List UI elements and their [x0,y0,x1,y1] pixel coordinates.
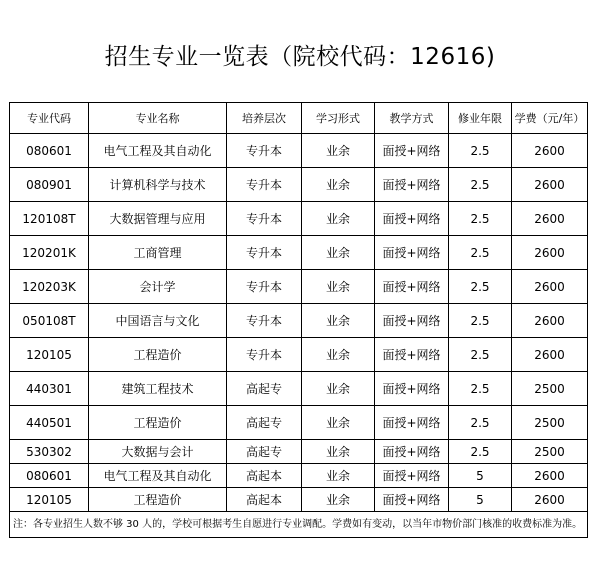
header-method: 教学方式 [375,103,449,134]
footnote: 注：各专业招生人数不够 30 人的，学校可根据考生自愿进行专业调配。学费如有变动，以当年市物价部门核准的收费标准为准。 [10,512,588,538]
cell-name: 电气工程及其自动化 [89,464,227,488]
cell-method: 面授+网络 [375,134,449,168]
cell-level: 高起专 [227,372,302,406]
cell-fee: 2600 [512,270,588,304]
cell-years: 2.5 [449,406,512,440]
cell-form: 业余 [302,202,375,236]
cell-form: 业余 [302,304,375,338]
cell-name: 电气工程及其自动化 [89,134,227,168]
table-row [10,236,588,270]
cell-method: 面授+网络 [375,338,449,372]
header-years: 修业年限 [449,103,512,134]
cell-level: 专升本 [227,202,302,236]
cell-code: 080601 [10,464,89,488]
cell-name: 工程造价 [89,338,227,372]
cell-level: 专升本 [227,338,302,372]
cell-code: 080601 [10,134,89,168]
cell-years: 2.5 [449,134,512,168]
table-row [10,488,588,512]
cell-fee: 2600 [512,236,588,270]
cell-method: 面授+网络 [375,202,449,236]
cell-code: 120108T [10,202,89,236]
cell-name: 工程造价 [89,488,227,512]
header-level: 培养层次 [227,103,302,134]
cell-level: 高起专 [227,440,302,464]
cell-years: 2.5 [449,338,512,372]
cell-form: 业余 [302,406,375,440]
cell-years: 2.5 [449,202,512,236]
note-row [10,512,588,538]
cell-fee: 2600 [512,488,588,512]
enrollment-table [9,102,588,538]
cell-method: 面授+网络 [375,270,449,304]
cell-name: 建筑工程技术 [89,372,227,406]
cell-code: 080901 [10,168,89,202]
cell-code: 120105 [10,338,89,372]
cell-years: 2.5 [449,304,512,338]
table-row [10,464,588,488]
table-row [10,338,588,372]
cell-method: 面授+网络 [375,488,449,512]
table-row [10,406,588,440]
cell-level: 专升本 [227,134,302,168]
cell-years: 5 [449,464,512,488]
cell-fee: 2500 [512,406,588,440]
cell-code: 440301 [10,372,89,406]
cell-form: 业余 [302,440,375,464]
cell-code: 120201K [10,236,89,270]
cell-form: 业余 [302,488,375,512]
cell-code: 530302 [10,440,89,464]
header-name: 专业名称 [89,103,227,134]
cell-method: 面授+网络 [375,406,449,440]
cell-form: 业余 [302,464,375,488]
cell-years: 2.5 [449,270,512,304]
page-title: 招生专业一览表（院校代码：12616) [104,44,496,70]
cell-method: 面授+网络 [375,464,449,488]
cell-name: 大数据管理与应用 [89,202,227,236]
cell-name: 工商管理 [89,236,227,270]
cell-name: 中国语言与文化 [89,304,227,338]
cell-form: 业余 [302,236,375,270]
header-fee: 学费（元/年） [512,103,588,134]
cell-fee: 2500 [512,440,588,464]
cell-years: 2.5 [449,372,512,406]
cell-name: 会计学 [89,270,227,304]
cell-level: 专升本 [227,168,302,202]
cell-years: 2.5 [449,168,512,202]
cell-level: 专升本 [227,236,302,270]
cell-method: 面授+网络 [375,304,449,338]
header-code: 专业代码 [10,103,89,134]
cell-name: 计算机科学与技术 [89,168,227,202]
cell-form: 业余 [302,372,375,406]
cell-fee: 2500 [512,372,588,406]
cell-method: 面授+网络 [375,372,449,406]
table-row [10,134,588,168]
cell-method: 面授+网络 [375,236,449,270]
cell-fee: 2600 [512,168,588,202]
table-body [10,134,588,538]
table-row [10,372,588,406]
cell-form: 业余 [302,338,375,372]
header-form: 学习形式 [302,103,375,134]
cell-form: 业余 [302,134,375,168]
cell-fee: 2600 [512,202,588,236]
table-row [10,202,588,236]
cell-code: 050108T [10,304,89,338]
cell-level: 高起专 [227,406,302,440]
cell-code: 440501 [10,406,89,440]
table-row [10,304,588,338]
cell-fee: 2600 [512,464,588,488]
cell-level: 专升本 [227,304,302,338]
cell-method: 面授+网络 [375,168,449,202]
cell-level: 专升本 [227,270,302,304]
cell-code: 120203K [10,270,89,304]
cell-name: 工程造价 [89,406,227,440]
cell-name: 大数据与会计 [89,440,227,464]
table-row [10,168,588,202]
cell-years: 5 [449,488,512,512]
table-header-row [10,103,588,134]
cell-years: 2.5 [449,236,512,270]
cell-level: 高起本 [227,464,302,488]
cell-method: 面授+网络 [375,440,449,464]
cell-fee: 2600 [512,304,588,338]
table-row [10,270,588,304]
cell-fee: 2600 [512,338,588,372]
cell-years: 2.5 [449,440,512,464]
cell-code: 120105 [10,488,89,512]
cell-level: 高起本 [227,488,302,512]
cell-fee: 2600 [512,134,588,168]
table-row [10,440,588,464]
cell-form: 业余 [302,168,375,202]
cell-form: 业余 [302,270,375,304]
